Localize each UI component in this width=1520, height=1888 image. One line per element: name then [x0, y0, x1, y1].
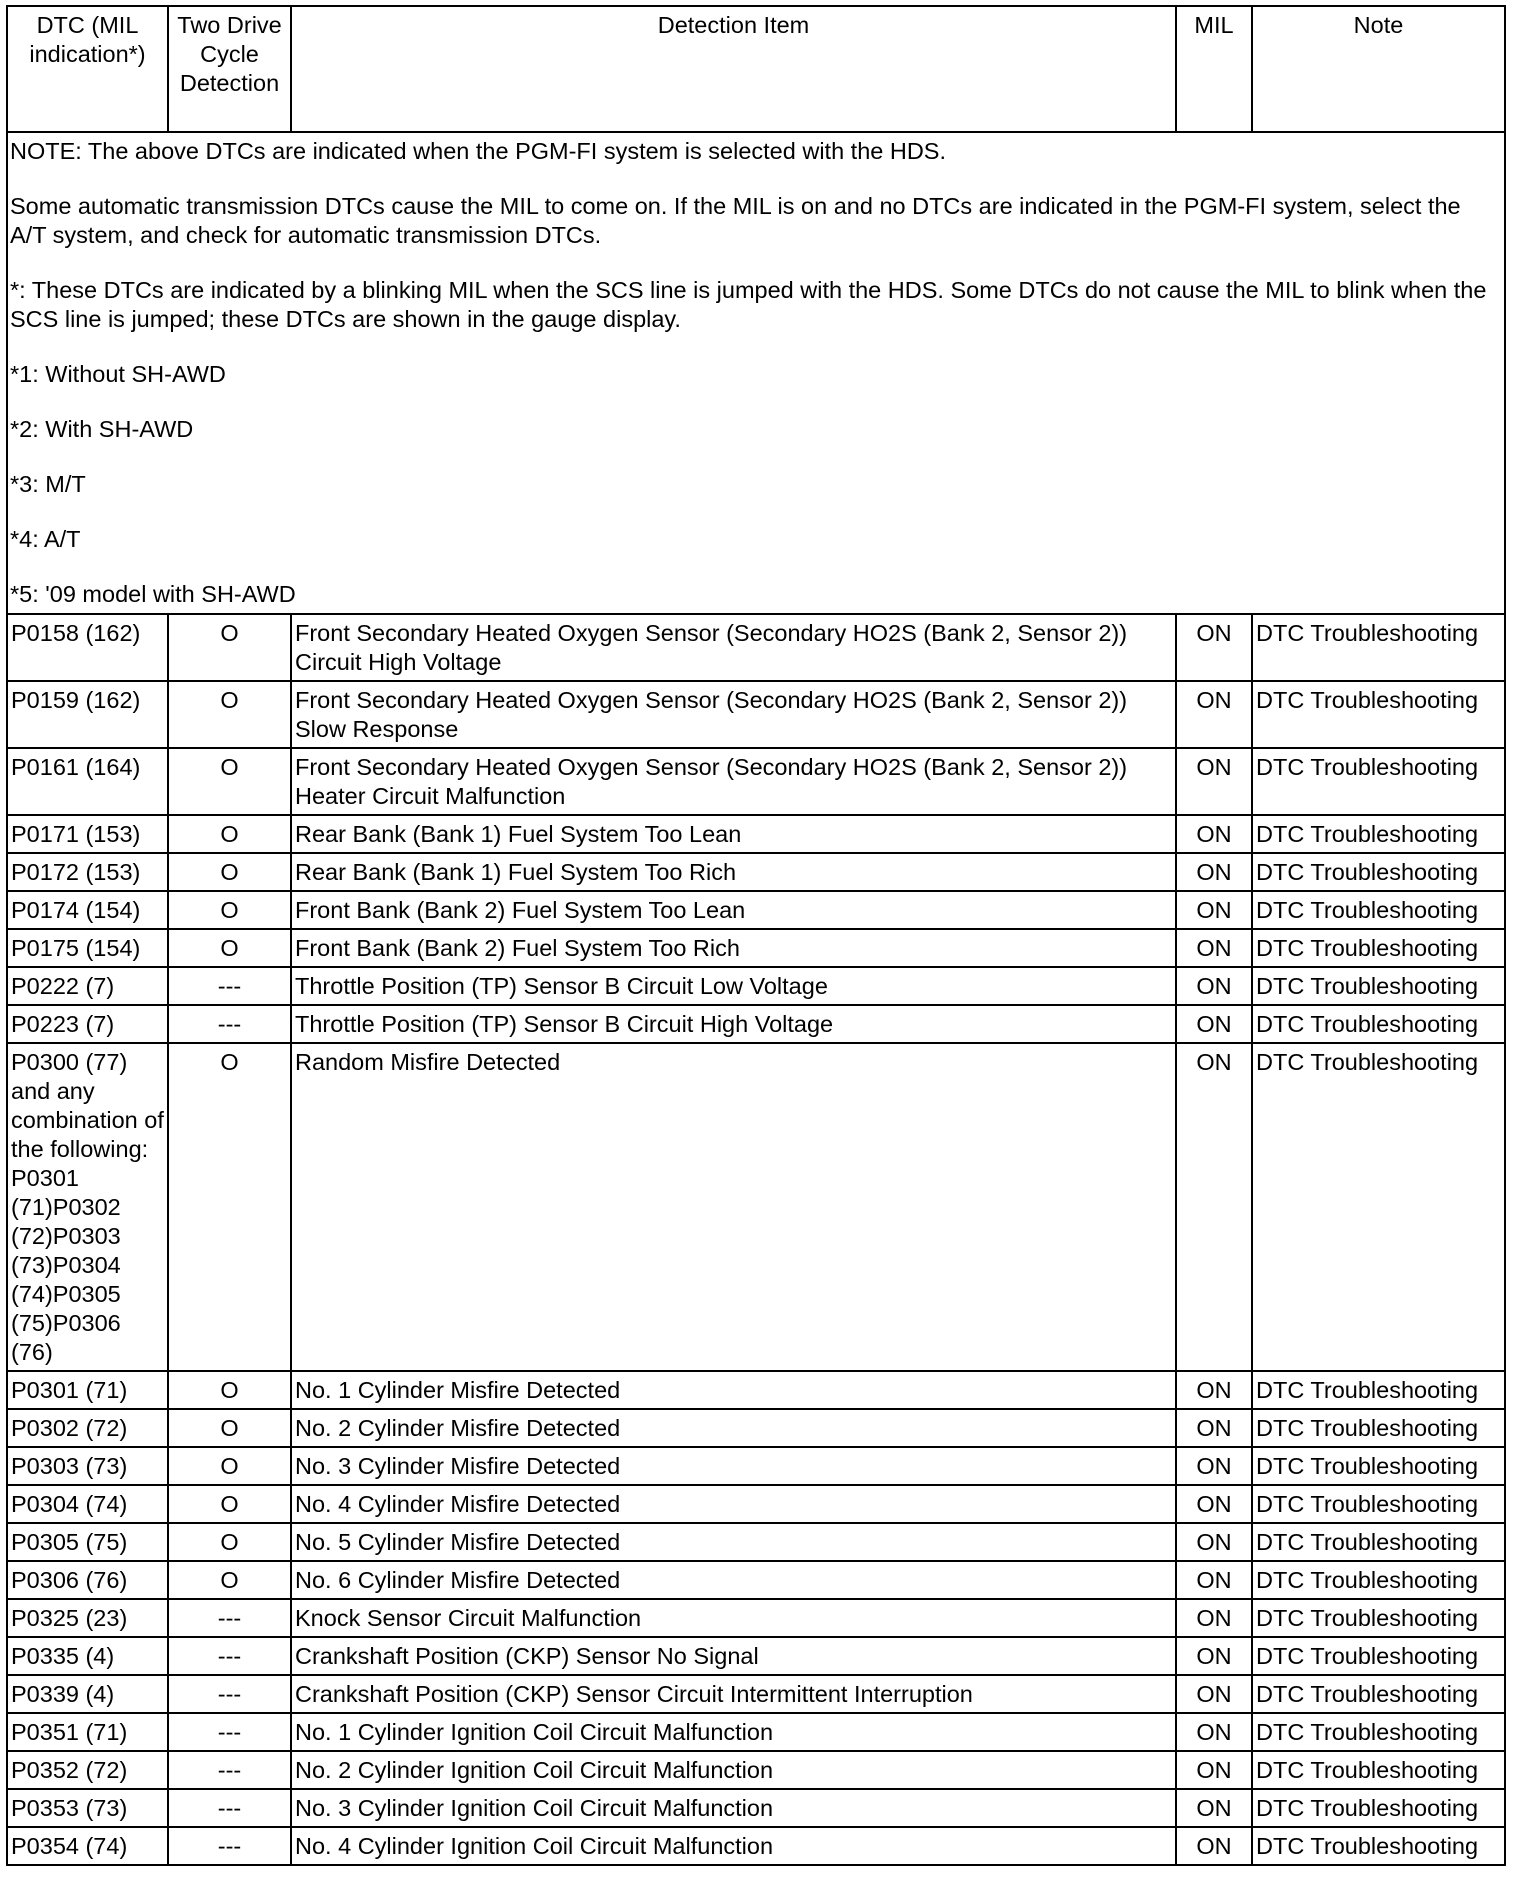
mil-status: ON — [1176, 929, 1252, 967]
note-link[interactable]: DTC Troubleshooting — [1252, 967, 1505, 1005]
two-drive-cycle: O — [168, 1485, 291, 1523]
mil-status: ON — [1176, 853, 1252, 891]
mil-status: ON — [1176, 1637, 1252, 1675]
mil-status: ON — [1176, 748, 1252, 815]
note-link[interactable]: DTC Troubleshooting — [1252, 1447, 1505, 1485]
table-row — [7, 1789, 1505, 1827]
note-paragraph: NOTE: The above DTCs are indicated when the PGM-FI system is selected with the HDS. — [10, 138, 947, 164]
note-link[interactable]: DTC Troubleshooting — [1252, 681, 1505, 748]
table-row — [7, 1447, 1505, 1485]
detection-item: Rear Bank (Bank 1) Fuel System Too Lean — [291, 815, 1176, 853]
table-row — [7, 748, 1505, 815]
table-row — [7, 967, 1505, 1005]
note-link[interactable]: DTC Troubleshooting — [1252, 1523, 1505, 1561]
mil-status: ON — [1176, 891, 1252, 929]
table-row — [7, 681, 1505, 748]
dtc-code: P0171 (153) — [7, 815, 168, 853]
table-row — [7, 614, 1505, 681]
note-paragraph: *5: '09 model with SH-AWD — [10, 581, 296, 607]
dtc-code: P0335 (4) — [7, 1637, 168, 1675]
note-paragraph: *1: Without SH-AWD — [10, 361, 226, 387]
two-drive-cycle: O — [168, 1371, 291, 1409]
note-link[interactable]: DTC Troubleshooting — [1252, 1789, 1505, 1827]
table-body — [7, 132, 1505, 1865]
dtc-code: P0222 (7) — [7, 967, 168, 1005]
two-drive-cycle: O — [168, 815, 291, 853]
table-row — [7, 1827, 1505, 1865]
table-row — [7, 929, 1505, 967]
dtc-code: P0174 (154) — [7, 891, 168, 929]
detection-item: Throttle Position (TP) Sensor B Circuit Low Voltage — [291, 967, 1176, 1005]
note-link[interactable]: DTC Troubleshooting — [1252, 853, 1505, 891]
table-row — [7, 1751, 1505, 1789]
two-drive-cycle: --- — [168, 1827, 291, 1865]
two-drive-cycle: O — [168, 1043, 291, 1371]
mil-status: ON — [1176, 1371, 1252, 1409]
dtc-document — [6, 5, 1504, 1866]
table-row — [7, 1599, 1505, 1637]
two-drive-cycle: O — [168, 1447, 291, 1485]
dtc-code: P0301 (71) — [7, 1371, 168, 1409]
mil-status: ON — [1176, 1043, 1252, 1371]
dtc-code: P0351 (71) — [7, 1713, 168, 1751]
detection-item: Throttle Position (TP) Sensor B Circuit High Voltage — [291, 1005, 1176, 1043]
two-drive-cycle: O — [168, 853, 291, 891]
table-row — [7, 1371, 1505, 1409]
detection-item: Crankshaft Position (CKP) Sensor No Signal — [291, 1637, 1176, 1675]
dtc-code: P0300 (77) and any combination of the following: P0301 (71)P0302 (72)P0303 (73)P0304 (74)P0305 (75)P0306 (76) — [7, 1043, 168, 1371]
two-drive-cycle: --- — [168, 1637, 291, 1675]
note-link[interactable]: DTC Troubleshooting — [1252, 1485, 1505, 1523]
dtc-code: P0352 (72) — [7, 1751, 168, 1789]
dtc-code: P0325 (23) — [7, 1599, 168, 1637]
two-drive-cycle: --- — [168, 1751, 291, 1789]
detection-item: No. 3 Cylinder Misfire Detected — [291, 1447, 1176, 1485]
mil-status: ON — [1176, 967, 1252, 1005]
note-link[interactable]: DTC Troubleshooting — [1252, 1599, 1505, 1637]
note-link[interactable]: DTC Troubleshooting — [1252, 929, 1505, 967]
two-drive-cycle: O — [168, 681, 291, 748]
mil-status: ON — [1176, 1751, 1252, 1789]
dtc-code: P0161 (164) — [7, 748, 168, 815]
note-link[interactable]: DTC Troubleshooting — [1252, 1005, 1505, 1043]
two-drive-cycle: O — [168, 1523, 291, 1561]
mil-status: ON — [1176, 1827, 1252, 1865]
two-drive-cycle: --- — [168, 1599, 291, 1637]
note-link[interactable]: DTC Troubleshooting — [1252, 614, 1505, 681]
table-row — [7, 1637, 1505, 1675]
two-drive-cycle: O — [168, 929, 291, 967]
mil-status: ON — [1176, 1523, 1252, 1561]
note-paragraph: *3: M/T — [10, 471, 86, 497]
two-drive-cycle: --- — [168, 967, 291, 1005]
mil-status: ON — [1176, 614, 1252, 681]
note-link[interactable]: DTC Troubleshooting — [1252, 1675, 1505, 1713]
note-link[interactable]: DTC Troubleshooting — [1252, 891, 1505, 929]
dtc-code: P0305 (75) — [7, 1523, 168, 1561]
dtc-code: P0306 (76) — [7, 1561, 168, 1599]
detection-item: Front Bank (Bank 2) Fuel System Too Rich — [291, 929, 1176, 967]
detection-item: No. 3 Cylinder Ignition Coil Circuit Malfunction — [291, 1789, 1176, 1827]
detection-item: Front Secondary Heated Oxygen Sensor (Secondary HO2S (Bank 2, Sensor 2)) Circuit High Voltage — [291, 614, 1176, 681]
detection-item: No. 6 Cylinder Misfire Detected — [291, 1561, 1176, 1599]
dtc-code: P0302 (72) — [7, 1409, 168, 1447]
two-drive-cycle: --- — [168, 1005, 291, 1043]
header-dtc: DTC (MIL indication*) — [7, 6, 168, 132]
note-link[interactable]: DTC Troubleshooting — [1252, 1371, 1505, 1409]
note-link[interactable]: DTC Troubleshooting — [1252, 1713, 1505, 1751]
mil-status: ON — [1176, 1409, 1252, 1447]
mil-status: ON — [1176, 1789, 1252, 1827]
notes-row — [7, 132, 1505, 614]
two-drive-cycle: --- — [168, 1675, 291, 1713]
detection-item: No. 2 Cylinder Misfire Detected — [291, 1409, 1176, 1447]
mil-status: ON — [1176, 1713, 1252, 1751]
table-row — [7, 1485, 1505, 1523]
detection-item: No. 1 Cylinder Ignition Coil Circuit Malfunction — [291, 1713, 1176, 1751]
two-drive-cycle: O — [168, 891, 291, 929]
detection-item: No. 4 Cylinder Ignition Coil Circuit Malfunction — [291, 1827, 1176, 1865]
two-drive-cycle: --- — [168, 1789, 291, 1827]
table-row — [7, 853, 1505, 891]
table-row — [7, 891, 1505, 929]
detection-item: Front Bank (Bank 2) Fuel System Too Lean — [291, 891, 1176, 929]
detection-item: No. 4 Cylinder Misfire Detected — [291, 1485, 1176, 1523]
dtc-code: P0223 (7) — [7, 1005, 168, 1043]
two-drive-cycle: --- — [168, 1713, 291, 1751]
header-row — [7, 6, 1505, 132]
note-link[interactable]: DTC Troubleshooting — [1252, 815, 1505, 853]
note-link[interactable]: DTC Troubleshooting — [1252, 748, 1505, 815]
note-paragraph: *4: A/T — [10, 526, 81, 552]
table-row — [7, 1043, 1505, 1371]
mil-status: ON — [1176, 1675, 1252, 1713]
header-note: Note — [1252, 6, 1505, 132]
two-drive-cycle: O — [168, 1561, 291, 1599]
notes-cell — [7, 132, 1505, 614]
table-row — [7, 1713, 1505, 1751]
mil-status: ON — [1176, 815, 1252, 853]
table-row — [7, 1523, 1505, 1561]
note-paragraph: Some automatic transmission DTCs cause the MIL to come on. If the MIL is on and no DTCs are indicated in the PGM-FI system, select the A/T system, and check for automatic transmission DTCs. — [10, 193, 1461, 248]
dtc-code: P0339 (4) — [7, 1675, 168, 1713]
header-mil: MIL — [1176, 6, 1252, 132]
dtc-code: P0303 (73) — [7, 1447, 168, 1485]
mil-status: ON — [1176, 1447, 1252, 1485]
mil-status: ON — [1176, 1005, 1252, 1043]
header-two-drive-cycle: Two Drive Cycle Detection — [168, 6, 291, 132]
detection-item: Front Secondary Heated Oxygen Sensor (Secondary HO2S (Bank 2, Sensor 2)) Slow Response — [291, 681, 1176, 748]
dtc-table — [6, 5, 1506, 1866]
note-link[interactable]: DTC Troubleshooting — [1252, 1043, 1505, 1371]
detection-item: Random Misfire Detected — [291, 1043, 1176, 1371]
dtc-code: P0159 (162) — [7, 681, 168, 748]
note-link[interactable]: DTC Troubleshooting — [1252, 1409, 1505, 1447]
table-row — [7, 1409, 1505, 1447]
detection-item: No. 5 Cylinder Misfire Detected — [291, 1523, 1176, 1561]
note-link[interactable]: DTC Troubleshooting — [1252, 1561, 1505, 1599]
table-row — [7, 1005, 1505, 1043]
note-link[interactable]: DTC Troubleshooting — [1252, 1827, 1505, 1865]
header-detection-item: Detection Item — [291, 6, 1176, 132]
mil-status: ON — [1176, 681, 1252, 748]
detection-item: Front Secondary Heated Oxygen Sensor (Secondary HO2S (Bank 2, Sensor 2)) Heater Circuit Malfunction — [291, 748, 1176, 815]
mil-status: ON — [1176, 1561, 1252, 1599]
detection-item: Rear Bank (Bank 1) Fuel System Too Rich — [291, 853, 1176, 891]
detection-item: No. 1 Cylinder Misfire Detected — [291, 1371, 1176, 1409]
dtc-code: P0172 (153) — [7, 853, 168, 891]
two-drive-cycle: O — [168, 1409, 291, 1447]
two-drive-cycle: O — [168, 748, 291, 815]
dtc-code: P0158 (162) — [7, 614, 168, 681]
mil-status: ON — [1176, 1599, 1252, 1637]
dtc-code: P0354 (74) — [7, 1827, 168, 1865]
detection-item: No. 2 Cylinder Ignition Coil Circuit Malfunction — [291, 1751, 1176, 1789]
detection-item: Knock Sensor Circuit Malfunction — [291, 1599, 1176, 1637]
dtc-code: P0304 (74) — [7, 1485, 168, 1523]
table-row — [7, 815, 1505, 853]
note-link[interactable]: DTC Troubleshooting — [1252, 1751, 1505, 1789]
note-paragraph: *: These DTCs are indicated by a blinking MIL when the SCS line is jumped with the HDS. Some DTCs do not cause the MIL to blink when the SCS line is jumped; these DTCs are shown in the gauge display. — [10, 277, 1487, 332]
detection-item: Crankshaft Position (CKP) Sensor Circuit Intermittent Interruption — [291, 1675, 1176, 1713]
table-row — [7, 1561, 1505, 1599]
dtc-code: P0175 (154) — [7, 929, 168, 967]
two-drive-cycle: O — [168, 614, 291, 681]
note-link[interactable]: DTC Troubleshooting — [1252, 1637, 1505, 1675]
note-paragraph: *2: With SH-AWD — [10, 416, 194, 442]
dtc-code: P0353 (73) — [7, 1789, 168, 1827]
table-row — [7, 1675, 1505, 1713]
mil-status: ON — [1176, 1485, 1252, 1523]
